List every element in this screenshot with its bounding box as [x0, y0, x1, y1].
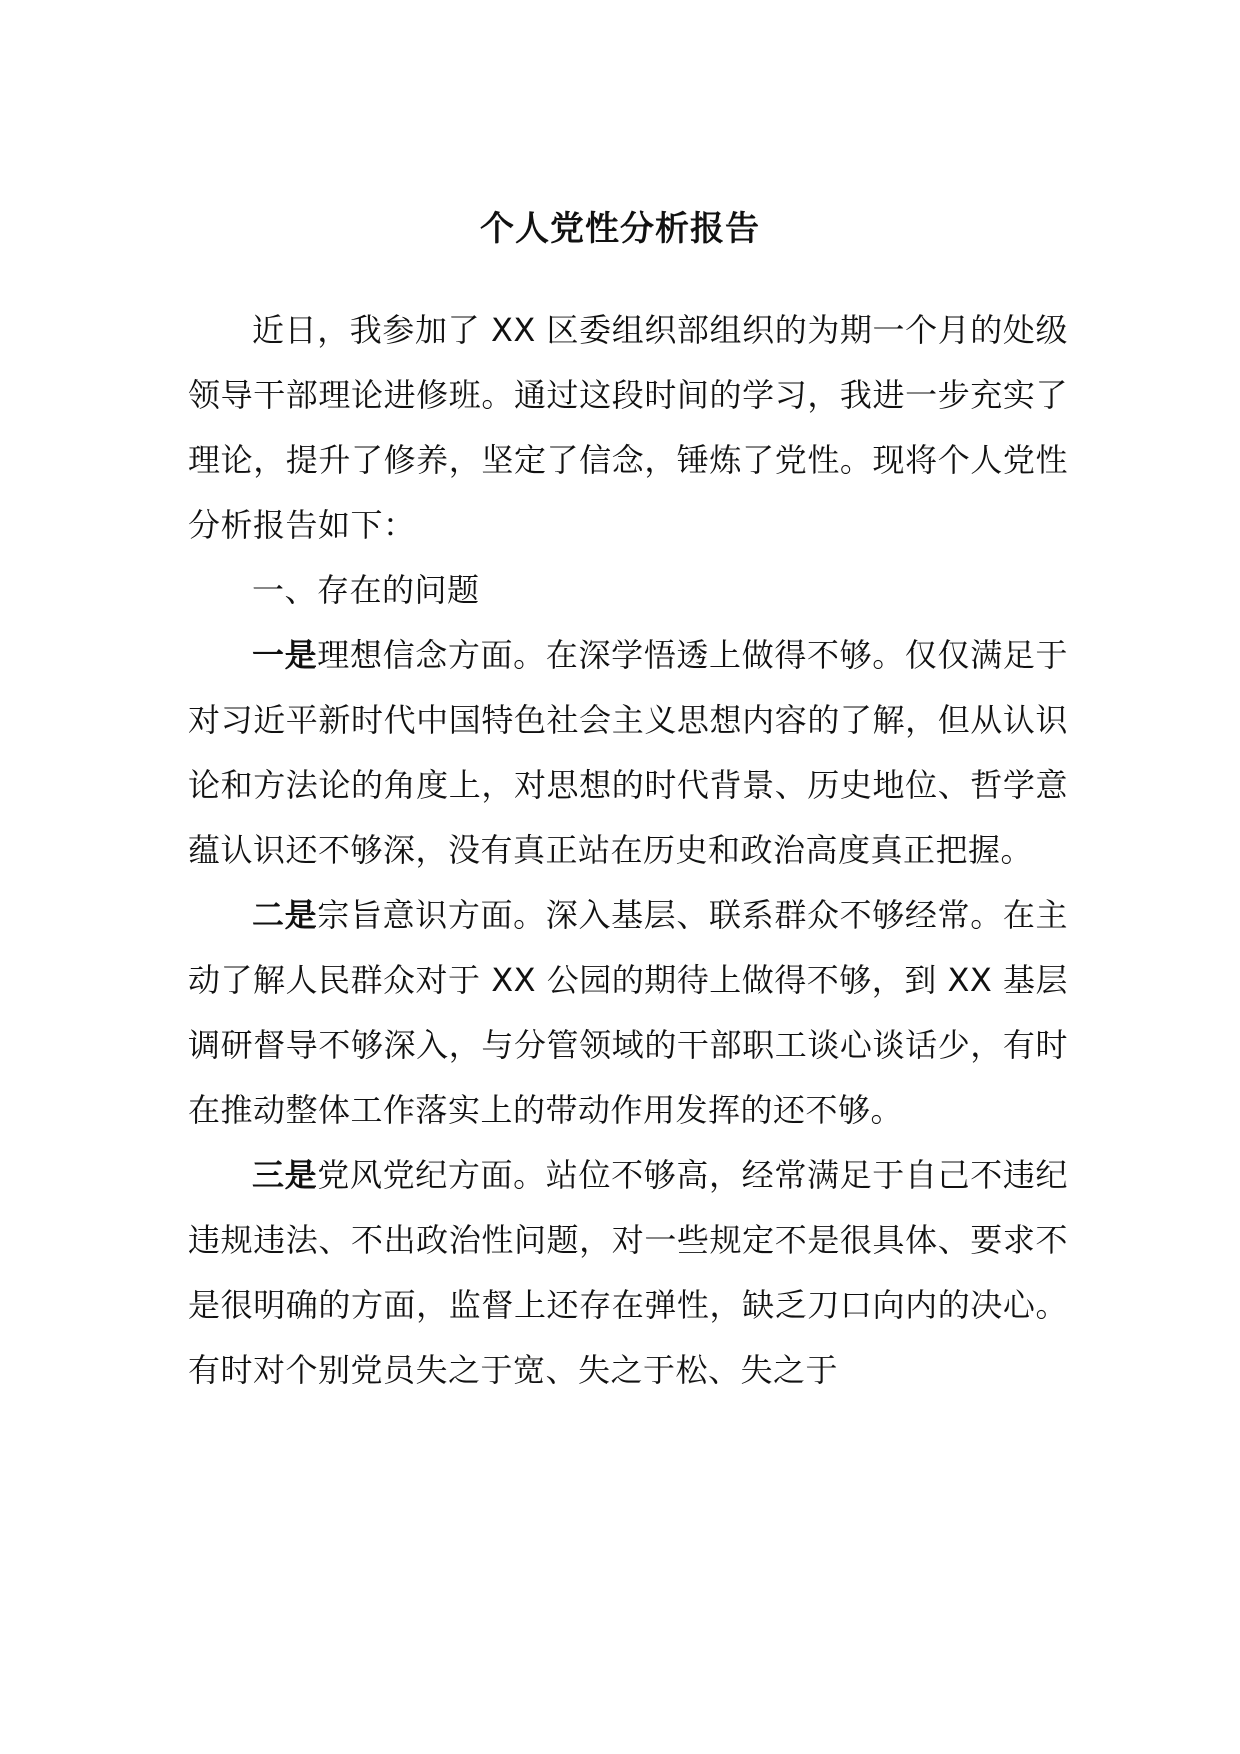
problem-item-3-text: 党风党纪方面。站位不够高，经常满足于自己不违纪违规违法、不出政治性问题，对一些规定不是很具体、要求不是很明确的方面，监督上还存在弹性，缺乏刀口向内的决心。有时对个别党员失之于宽、失之于松、失之于: [188, 1156, 1068, 1389]
problem-item-1-lead: 一是: [252, 636, 318, 674]
document-title: 个人党性分析报告: [480, 209, 760, 249]
problem-item-2-lead: 二是: [252, 896, 318, 934]
problem-item-2: [188, 883, 1068, 1143]
problem-item-3-lead: 三是: [252, 1156, 318, 1194]
document-body: [188, 298, 1068, 1403]
section-heading: 一、存在的问题: [252, 571, 480, 609]
intro-paragraph: 近日，我参加了 XX 区委组织部组织的为期一个月的处级领导干部理论进修班。通过这段时间的学习，我进一步充实了理论，提升了修养，坚定了信念，锤炼了党性。现将个人党性分析报告如下：: [188, 311, 1068, 544]
problem-item-1-text: 理想信念方面。在深学悟透上做得不够。仅仅满足于对习近平新时代中国特色社会主义思想内容的了解，但从认识论和方法论的角度上，对思想的时代背景、历史地位、哲学意蕴认识还不够深，没有真正站在历史和政治高度真正把握。: [188, 636, 1068, 869]
problem-item-3: [188, 1143, 1068, 1403]
problem-item-1: [188, 623, 1068, 883]
problem-item-2-text: 宗旨意识方面。深入基层、联系群众不够经常。在主动了解人民群众对于 XX 公园的期待上做得不够，到 XX 基层调研督导不够深入，与分管领域的干部职工谈心谈话少，有时在推动整体工作落实上的带动作用发挥的还不够。: [188, 896, 1068, 1129]
